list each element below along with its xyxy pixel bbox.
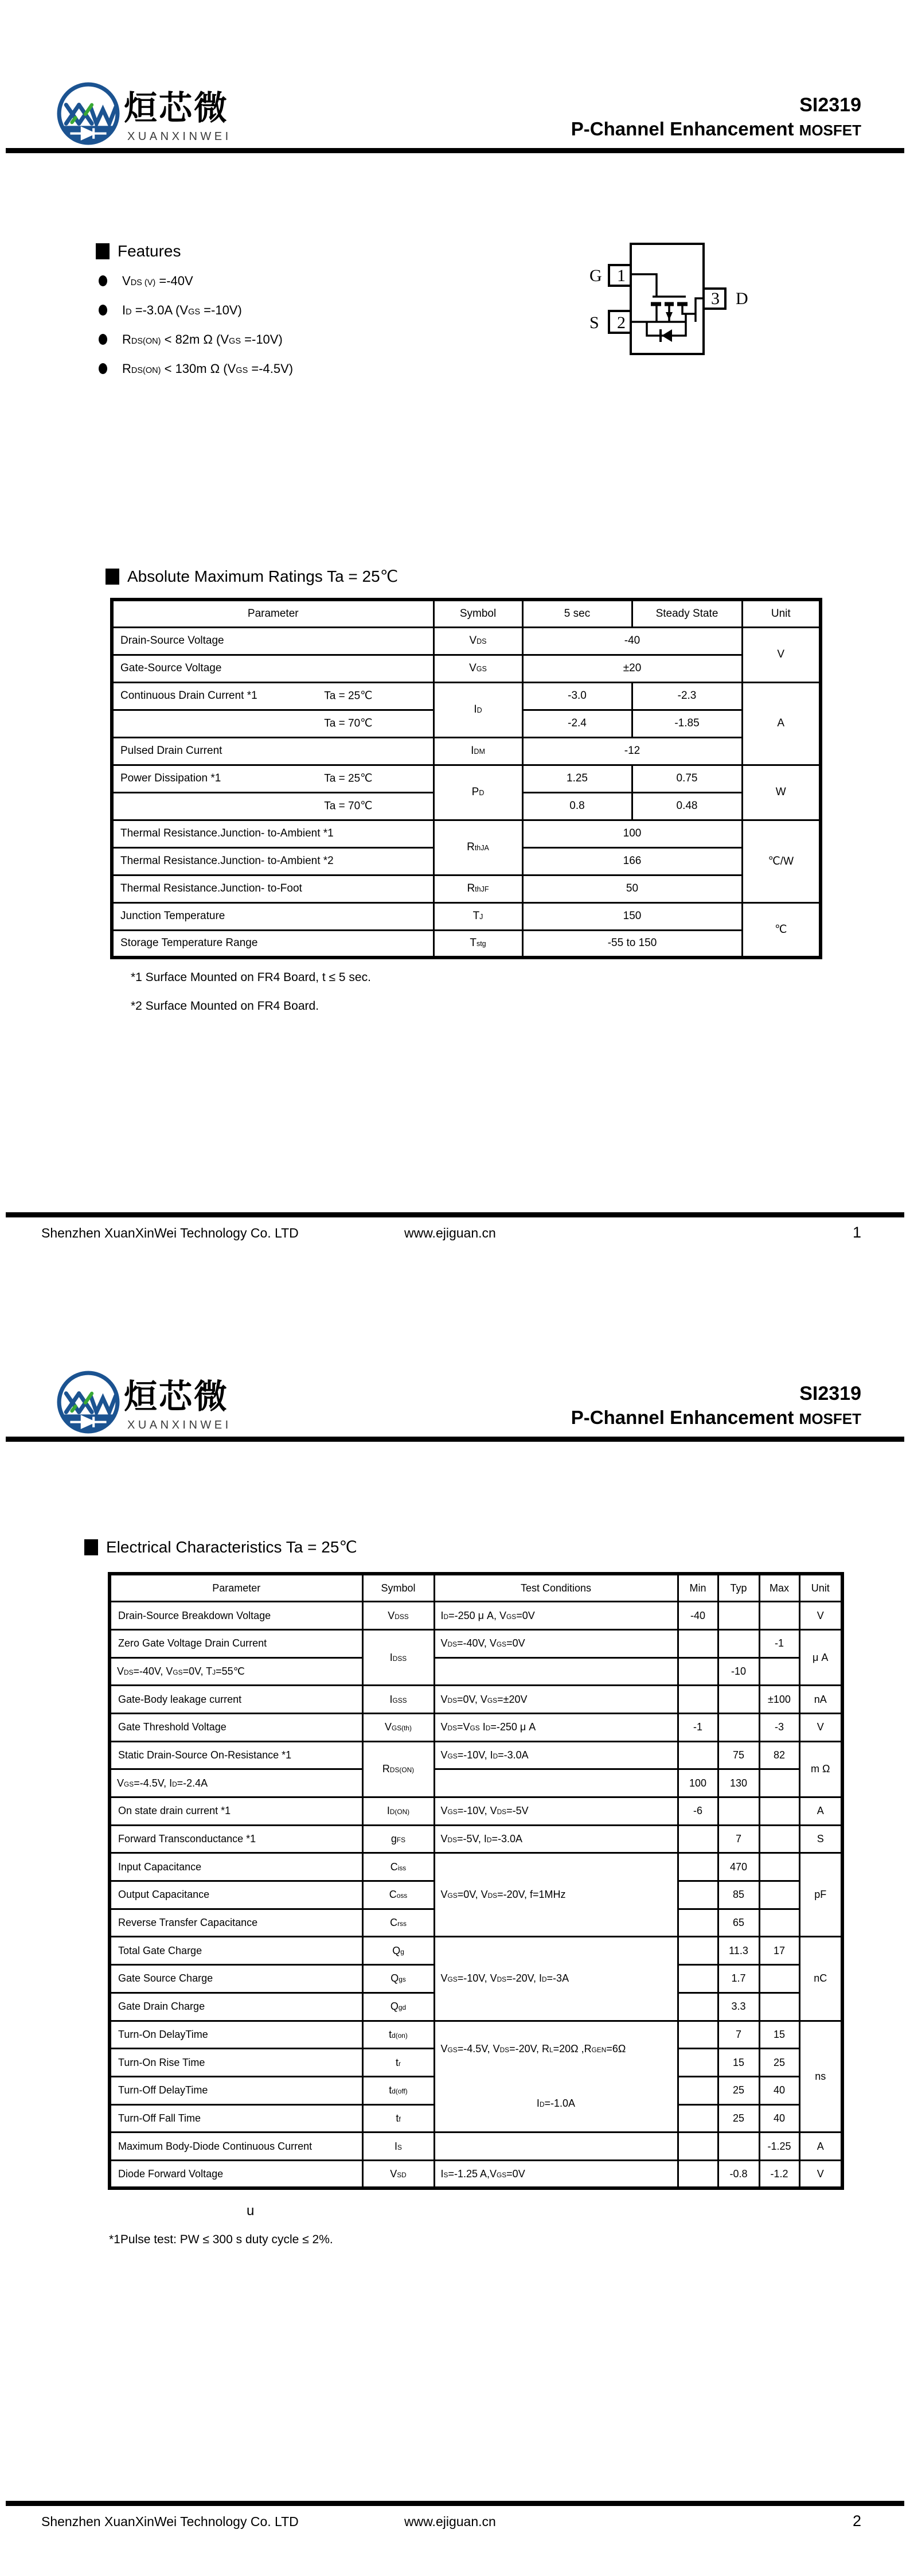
table-cell: -1 (759, 1629, 799, 1657)
table-footnote: *1Pulse test: PW ≤ 300 s duty cycle ≤ 2%. (109, 2233, 333, 2246)
table-cell: A (742, 682, 821, 765)
table-cell: S (799, 1825, 842, 1853)
table-cell: ID=-250 μ A, VGS=0V (434, 1602, 678, 1630)
product-title-main: P-Channel Enhancement (571, 1407, 794, 1428)
table-cell (718, 1629, 759, 1657)
table-cell (678, 1993, 718, 2021)
table-cell (718, 1713, 759, 1741)
table-cell (678, 1825, 718, 1853)
table-cell: Ciss (362, 1853, 434, 1881)
table-cell (718, 1797, 759, 1826)
table-cell: ns (799, 2021, 842, 2133)
column-header: Unit (742, 600, 821, 627)
table-cell: 75 (718, 1741, 759, 1769)
table-cell: VSD (362, 2160, 434, 2188)
bullet-icon (99, 334, 107, 345)
table-cell (759, 1602, 799, 1630)
table-cell (678, 2049, 718, 2077)
column-header: Parameter (110, 1574, 362, 1602)
table-cell: RthJA (433, 820, 522, 875)
table-row (110, 1769, 842, 1797)
table-cell (434, 2133, 678, 2161)
page-number: 1 (852, 1224, 861, 1241)
column-header: 5 sec (522, 600, 632, 627)
brand-name-english: XUANXINWEI (127, 130, 232, 143)
table-cell: -3.0 (522, 682, 632, 710)
table-cell: V (742, 627, 821, 682)
header-divider (6, 148, 904, 153)
brand-name-english: XUANXINWEI (127, 1419, 232, 1431)
table-row (110, 1713, 842, 1741)
table-cell: VDS (433, 627, 522, 655)
pin-label-gate: G (589, 266, 602, 285)
website-link[interactable]: www.ejiguan.cn (404, 1225, 496, 1240)
table-row (110, 1686, 842, 1714)
section-square-icon (96, 243, 110, 259)
table-row (110, 1797, 842, 1826)
table-row (112, 875, 821, 902)
table-cell: V (799, 1713, 842, 1741)
brand-name-chinese: 烜芯微 (124, 1378, 229, 1415)
table-cell: Gate-Body leakage current (110, 1686, 362, 1714)
table-cell: ±100 (759, 1686, 799, 1714)
mosfet-arrow-icon (666, 312, 673, 320)
table-cell: Turn-Off DelayTime (110, 2076, 362, 2104)
table-cell: VDS=-40V, VGS=0V (434, 1629, 678, 1657)
table-row (112, 627, 821, 655)
table-cell: tr (362, 2049, 434, 2077)
table-cell: Thermal Resistance.Junction- to-Ambient *1 (112, 820, 433, 847)
table-cell (759, 1965, 799, 1993)
table-cell (678, 1657, 718, 1686)
table-cell: RDS(ON) (362, 1741, 434, 1797)
table-cell (678, 1686, 718, 1714)
table-cell: Pulsed Drain Current (112, 737, 433, 765)
table-row (110, 1657, 842, 1686)
feature-item: ID =-3.0A (VGS =-10V) (99, 295, 293, 325)
table-row (112, 655, 821, 682)
table-cell: 40 (759, 2076, 799, 2104)
electrical-characteristics-table (108, 1572, 844, 2190)
package-diagram (573, 218, 803, 390)
table-cell: Qgs (362, 1965, 434, 1993)
abs-max-heading: Absolute Maximum Ratings Ta = 25℃ (106, 567, 398, 586)
table-row (112, 737, 821, 765)
table-cell (718, 1686, 759, 1714)
website-link[interactable]: www.ejiguan.cn (404, 2514, 496, 2529)
column-header: Steady State (632, 600, 742, 627)
table-header-row (112, 600, 821, 627)
table-cell (434, 1657, 678, 1686)
table-cell: Qgd (362, 1993, 434, 2021)
features-heading: Features (96, 242, 181, 260)
table-cell: μ A (799, 1629, 842, 1685)
table-row (110, 2160, 842, 2188)
feature-item: VDS (V) =-40V (99, 266, 293, 295)
table-cell: Zero Gate Voltage Drain Current (110, 1629, 362, 1657)
table-cell: VGS=-10V, ID=-3.0A (434, 1741, 678, 1769)
table-cell: 3.3 (718, 1993, 759, 2021)
table-cell: VGS=-4.5V, VDS=-20V, RL=20Ω ,RGEN=6Ω ID=-1.0A (434, 2021, 678, 2133)
table-cell: 25 (718, 2076, 759, 2104)
table-cell: Continuous Drain Current *1 Ta = 25℃ (112, 682, 433, 710)
table-cell: Thermal Resistance.Junction- to-Foot (112, 875, 433, 902)
table-cell: 0.8 (522, 792, 632, 820)
table-cell: td(on) (362, 2021, 434, 2049)
table-cell: tf (362, 2104, 434, 2133)
table-cell (678, 1741, 718, 1769)
table-cell (678, 1965, 718, 1993)
product-title-main: P-Channel Enhancement (571, 118, 794, 139)
table-cell (759, 1881, 799, 1909)
column-header: Test Conditions (434, 1574, 678, 1602)
table-cell: Qg (362, 1937, 434, 1965)
table-cell: 1.25 (522, 765, 632, 792)
table-cell: Output Capacitance (110, 1881, 362, 1909)
table-cell: IGSS (362, 1686, 434, 1714)
table-cell: VDSS (362, 1602, 434, 1630)
section-square-icon (84, 1539, 98, 1555)
company-name: Shenzhen XuanXinWei Technology Co. LTD (41, 1225, 299, 1240)
table-cell: -1.2 (759, 2160, 799, 2188)
part-number: SI2319 (799, 94, 861, 116)
table-cell: 100 (678, 1769, 718, 1797)
table-cell: Ta = 70℃ (112, 792, 433, 820)
table-cell: -12 (522, 737, 742, 765)
product-title-suffix: MOSFET (799, 122, 861, 139)
table-row (110, 1741, 842, 1769)
table-cell: Drain-Source Voltage (112, 627, 433, 655)
pin-number-2: 2 (617, 313, 626, 332)
page-number: 2 (852, 2512, 861, 2530)
table-cell: 40 (759, 2104, 799, 2133)
table-cell: A (799, 2133, 842, 2161)
table-header-row (110, 1574, 842, 1602)
body-diode-icon (661, 329, 672, 342)
table-cell: VDS=0V, VGS=±20V (434, 1686, 678, 1714)
table-cell: gFS (362, 1825, 434, 1853)
table-cell: -55 to 150 (522, 930, 742, 958)
table-cell: 15 (718, 2049, 759, 2077)
column-header: Min (678, 1574, 718, 1602)
bullet-icon (99, 275, 107, 286)
elec-char-heading: Electrical Characteristics Ta = 25℃ (84, 1538, 357, 1557)
table-cell: On state drain current *1 (110, 1797, 362, 1826)
table-row (110, 1937, 842, 1965)
header-divider (6, 1437, 904, 1442)
table-cell: 100 (522, 820, 742, 847)
feature-item: RDS(ON) < 130m Ω (VGS =-4.5V) (99, 354, 293, 383)
table-cell: V (799, 2160, 842, 2188)
table-cell: Gate-Source Voltage (112, 655, 433, 682)
table-cell: ±20 (522, 655, 742, 682)
table-cell: 150 (522, 902, 742, 930)
table-cell: IDM (433, 737, 522, 765)
table-cell: Gate Drain Charge (110, 1993, 362, 2021)
table-cell: Input Capacitance (110, 1853, 362, 1881)
table-cell: 0.75 (632, 765, 742, 792)
table-cell: VDS=VGS ID=-250 μ A (434, 1713, 678, 1741)
table-row (110, 2021, 842, 2049)
table-cell: Total Gate Charge (110, 1937, 362, 1965)
table-cell: 17 (759, 1937, 799, 1965)
table-cell: PD (433, 765, 522, 820)
table-cell: IS=-1.25 A,VGS=0V (434, 2160, 678, 2188)
absolute-maximum-ratings-table (110, 598, 822, 959)
table-cell: 470 (718, 1853, 759, 1881)
section-square-icon (106, 569, 119, 585)
company-logo (56, 81, 120, 146)
table-cell: 0.48 (632, 792, 742, 820)
table-cell: Gate Threshold Voltage (110, 1713, 362, 1741)
table-cell: 65 (718, 1909, 759, 1937)
table-cell: 7 (718, 1825, 759, 1853)
table-cell (678, 2021, 718, 2049)
table-cell: RthJF (433, 875, 522, 902)
table-row (110, 1602, 842, 1630)
table-cell: -6 (678, 1797, 718, 1826)
table-cell: Thermal Resistance.Junction- to-Ambient *2 (112, 847, 433, 875)
table-cell (678, 2076, 718, 2104)
table-cell: nC (799, 1937, 842, 2021)
table-cell: Turn-On Rise Time (110, 2049, 362, 2077)
table-cell: pF (799, 1853, 842, 1937)
table-cell (678, 1853, 718, 1881)
company-logo (56, 1370, 120, 1434)
table-cell: 15 (759, 2021, 799, 2049)
table-cell: -0.8 (718, 2160, 759, 2188)
table-row (110, 1853, 842, 1881)
table-cell: V (799, 1602, 842, 1630)
table-cell: Coss (362, 1881, 434, 1909)
product-title (571, 1408, 861, 1427)
table-cell: Drain-Source Breakdown Voltage (110, 1602, 362, 1630)
table-cell: Maximum Body-Diode Continuous Current (110, 2133, 362, 2161)
table-cell: -10 (718, 1657, 759, 1686)
column-header: Parameter (112, 600, 433, 627)
table-cell: W (742, 765, 821, 820)
feature-item: RDS(ON) < 82m Ω (VGS =-10V) (99, 325, 293, 354)
table-cell: -2.4 (522, 710, 632, 737)
table-row (112, 930, 821, 958)
table-cell: Static Drain-Source On-Resistance *1 (110, 1741, 362, 1769)
table-cell: Reverse Transfer Capacitance (110, 1909, 362, 1937)
column-header: Typ (718, 1574, 759, 1602)
table-cell (678, 1937, 718, 1965)
table-cell: Diode Forward Voltage (110, 2160, 362, 2188)
table-footnote: *2 Surface Mounted on FR4 Board. (131, 999, 319, 1013)
table-cell: -2.3 (632, 682, 742, 710)
table-cell: IS (362, 2133, 434, 2161)
table-footnote: *1 Surface Mounted on FR4 Board, t ≤ 5 sec. (131, 971, 371, 984)
table-cell: VDS=-5V, ID=-3.0A (434, 1825, 678, 1853)
table-row (112, 902, 821, 930)
table-cell: VGS=-10V, VDS=-5V (434, 1797, 678, 1826)
table-cell: -40 (522, 627, 742, 655)
table-cell: 7 (718, 2021, 759, 2049)
table-cell (678, 2133, 718, 2161)
table-cell: ℃ (742, 902, 821, 958)
table-cell (718, 1602, 759, 1630)
table-cell: Power Dissipation *1 Ta = 25℃ (112, 765, 433, 792)
table-cell: -3 (759, 1713, 799, 1741)
part-number: SI2319 (799, 1383, 861, 1404)
table-cell: Turn-On DelayTime (110, 2021, 362, 2049)
table-cell: ID(ON) (362, 1797, 434, 1826)
stray-character: u (247, 2203, 255, 2219)
table-cell: 166 (522, 847, 742, 875)
pin-label-source: S (589, 313, 599, 332)
company-name: Shenzhen XuanXinWei Technology Co. LTD (41, 2514, 299, 2529)
table-cell: -1 (678, 1713, 718, 1741)
product-title-suffix: MOSFET (799, 1410, 861, 1427)
table-cell: 25 (759, 2049, 799, 2077)
table-cell: A (799, 1797, 842, 1826)
column-header: Symbol (362, 1574, 434, 1602)
bullet-icon (99, 305, 107, 316)
table-cell (678, 1881, 718, 1909)
table-cell (759, 1825, 799, 1853)
table-row (112, 765, 821, 792)
table-cell: Storage Temperature Range (112, 930, 433, 958)
table-cell: Junction Temperature (112, 902, 433, 930)
table-cell: 11.3 (718, 1937, 759, 1965)
pin-label-drain: D (736, 289, 748, 308)
table-cell: VDS=-40V, VGS=0V, TJ=55℃ (110, 1657, 362, 1686)
table-cell: 25 (718, 2104, 759, 2133)
table-row (110, 2133, 842, 2161)
footer-divider (6, 2501, 904, 2506)
table-cell: td(off) (362, 2076, 434, 2104)
product-title (571, 119, 861, 138)
table-cell: IDSS (362, 1629, 434, 1685)
footer-divider (6, 1212, 904, 1217)
column-header: Symbol (433, 600, 522, 627)
table-cell (678, 1629, 718, 1657)
table-cell (718, 2133, 759, 2161)
table-cell (759, 1909, 799, 1937)
table-cell: 50 (522, 875, 742, 902)
table-cell: VGS=-4.5V, ID=-2.4A (110, 1769, 362, 1797)
table-cell (759, 1797, 799, 1826)
mosfet-symbol (631, 274, 704, 336)
pin-number-1: 1 (617, 266, 626, 285)
table-cell: -1.85 (632, 710, 742, 737)
table-cell: Ta = 70℃ (112, 710, 433, 737)
table-row (110, 1629, 842, 1657)
table-cell: nA (799, 1686, 842, 1714)
brand-name-chinese: 烜芯微 (124, 90, 229, 127)
table-cell (678, 2104, 718, 2133)
table-cell: ℃/W (742, 820, 821, 902)
table-cell: TJ (433, 902, 522, 930)
table-cell: Tstg (433, 930, 522, 958)
table-cell: 1.7 (718, 1965, 759, 1993)
table-cell: -1.25 (759, 2133, 799, 2161)
table-cell: 85 (718, 1881, 759, 1909)
table-cell: 130 (718, 1769, 759, 1797)
table-cell: VGS=-10V, VDS=-20V, ID=-3A (434, 1937, 678, 2021)
table-cell (759, 1993, 799, 2021)
table-cell: ID (433, 682, 522, 737)
table-cell: Crss (362, 1909, 434, 1937)
features-list (99, 266, 293, 383)
table-cell: VGS (433, 655, 522, 682)
table-cell: 82 (759, 1741, 799, 1769)
table-cell: VGS=0V, VDS=-20V, f=1MHz (434, 1853, 678, 1937)
column-header: Unit (799, 1574, 842, 1602)
table-row (112, 820, 821, 847)
table-cell: Gate Source Charge (110, 1965, 362, 1993)
table-cell: -40 (678, 1602, 718, 1630)
table-cell: VGS(th) (362, 1713, 434, 1741)
column-header: Max (759, 1574, 799, 1602)
table-row (110, 1825, 842, 1853)
table-cell (759, 1853, 799, 1881)
table-cell: Forward Transconductance *1 (110, 1825, 362, 1853)
table-cell (678, 2160, 718, 2188)
table-cell: m Ω (799, 1741, 842, 1797)
table-cell: Turn-Off Fall Time (110, 2104, 362, 2133)
table-row (112, 682, 821, 710)
table-cell (434, 1769, 678, 1797)
table-cell (678, 1909, 718, 1937)
bullet-icon (99, 363, 107, 374)
pin-number-3: 3 (711, 289, 720, 308)
